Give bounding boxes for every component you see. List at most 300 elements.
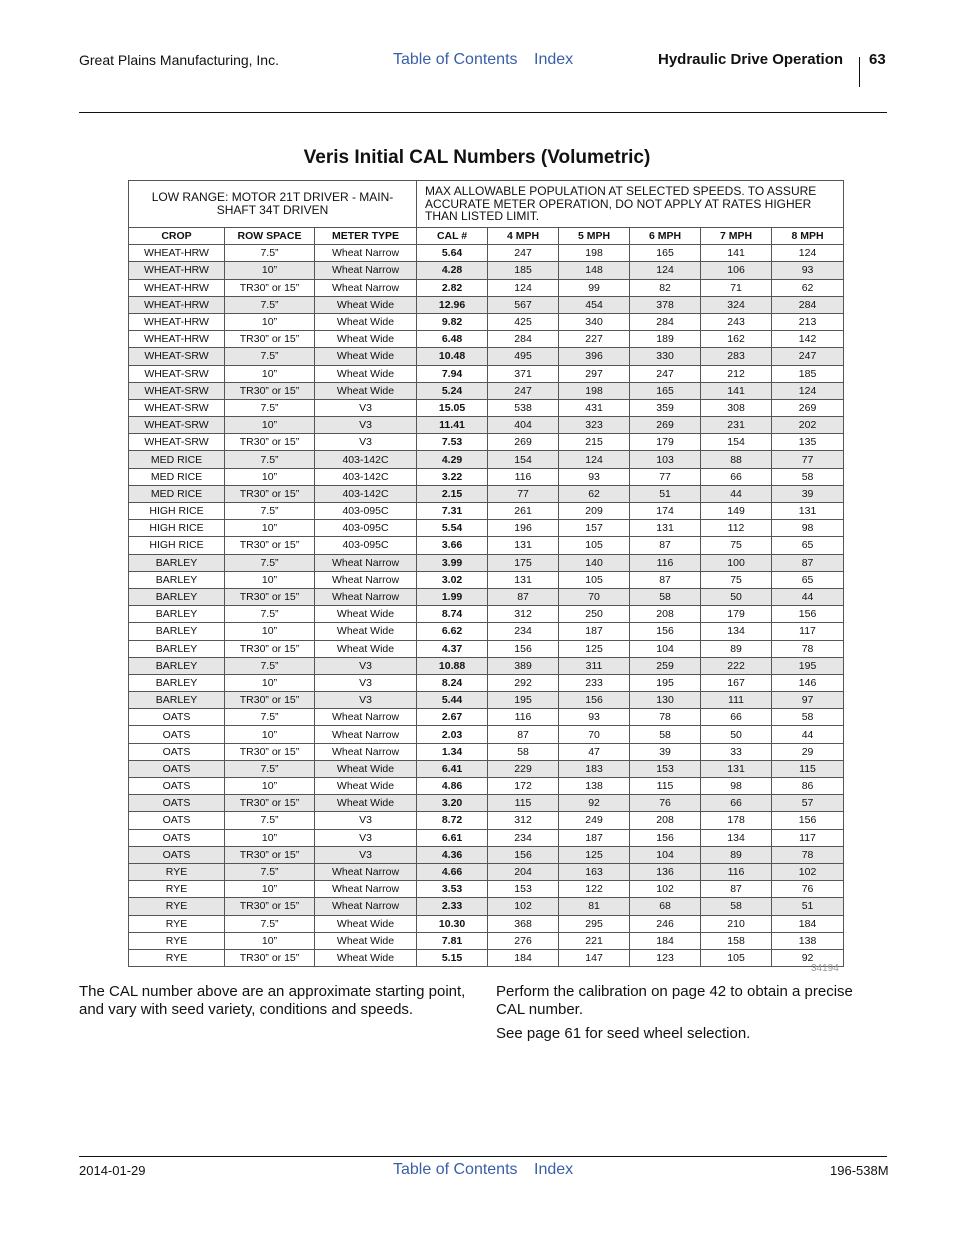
table-cell: 147 <box>559 949 630 966</box>
table-cell: 250 <box>559 606 630 623</box>
table-cell: 156 <box>488 846 559 863</box>
table-cell: 195 <box>630 674 701 691</box>
table-cell: 6.48 <box>417 331 488 348</box>
table-cell: 78 <box>772 846 844 863</box>
table-cell: 104 <box>630 846 701 863</box>
table-row <box>129 863 844 880</box>
table-cell: TR30” or 15” <box>225 640 315 657</box>
table-row <box>129 503 844 520</box>
table-cell: BARLEY <box>129 606 225 623</box>
table-cell: BARLEY <box>129 692 225 709</box>
table-cell: Wheat Wide <box>315 382 417 399</box>
table-cell: V3 <box>315 812 417 829</box>
table-cell: 7.53 <box>417 434 488 451</box>
table-cell: 156 <box>772 812 844 829</box>
table-cell: 269 <box>630 417 701 434</box>
table-row <box>129 399 844 416</box>
table-cell: WHEAT-HRW <box>129 313 225 330</box>
table-cell: 403-095C <box>315 537 417 554</box>
table-row <box>129 932 844 949</box>
table-cell: 227 <box>559 331 630 348</box>
table-cell: 403-095C <box>315 503 417 520</box>
table-cell: 195 <box>772 657 844 674</box>
table-cell: 111 <box>701 692 772 709</box>
table-row <box>129 279 844 296</box>
table-cell: V3 <box>315 657 417 674</box>
header-rule <box>79 112 887 113</box>
table-cell: 116 <box>488 468 559 485</box>
table-row <box>129 846 844 863</box>
table-cell: 130 <box>630 692 701 709</box>
table-row <box>129 812 844 829</box>
table-cell: 297 <box>559 365 630 382</box>
table-cell: 403-095C <box>315 520 417 537</box>
table-cell: 167 <box>701 674 772 691</box>
table-cell: 2.82 <box>417 279 488 296</box>
table-cell: 62 <box>559 485 630 502</box>
table-cell: 10” <box>225 571 315 588</box>
table-cell: 58 <box>488 743 559 760</box>
table-cell: OATS <box>129 709 225 726</box>
table-cell: 198 <box>559 382 630 399</box>
table-cell: 7.31 <box>417 503 488 520</box>
table-row <box>129 657 844 674</box>
table-cell: 247 <box>630 365 701 382</box>
table-cell: OATS <box>129 812 225 829</box>
table-cell: RYE <box>129 949 225 966</box>
table-cell: WHEAT-SRW <box>129 417 225 434</box>
table-cell: 2.03 <box>417 726 488 743</box>
table-cell: 138 <box>559 778 630 795</box>
table-cell: 87 <box>701 881 772 898</box>
table-cell: MED RICE <box>129 468 225 485</box>
table-cell: 44 <box>772 588 844 605</box>
table-cell: 175 <box>488 554 559 571</box>
table-cell: 7.5” <box>225 245 315 262</box>
table-cell: Wheat Wide <box>315 606 417 623</box>
table-cell: V3 <box>315 417 417 434</box>
table-cell: 163 <box>559 863 630 880</box>
table-cell: 77 <box>772 451 844 468</box>
table-top-header <box>129 181 844 228</box>
table-cell: Wheat Narrow <box>315 554 417 571</box>
table-cell: 7.5” <box>225 709 315 726</box>
table-cell: OATS <box>129 829 225 846</box>
table-cell: TR30” or 15” <box>225 537 315 554</box>
table-cell: 5.64 <box>417 245 488 262</box>
table-cell: 184 <box>772 915 844 932</box>
table-cell: 89 <box>701 846 772 863</box>
footer-rule <box>79 1156 887 1157</box>
footer-date: 2014-01-29 <box>79 1163 146 1178</box>
table-cell: 404 <box>488 417 559 434</box>
table-cell: 1.34 <box>417 743 488 760</box>
table-cell: 7.5” <box>225 915 315 932</box>
table-cell: 131 <box>701 760 772 777</box>
table-cell: 98 <box>772 520 844 537</box>
table-cell: TR30” or 15” <box>225 743 315 760</box>
header-divider <box>859 57 860 87</box>
table-cell: 76 <box>630 795 701 812</box>
table-cell: 4.86 <box>417 778 488 795</box>
table-cell: 495 <box>488 348 559 365</box>
table-cell: 131 <box>488 537 559 554</box>
table-cell: Wheat Narrow <box>315 262 417 279</box>
table-cell: 125 <box>559 846 630 863</box>
table-cell: 403-142C <box>315 485 417 502</box>
table-cell: V3 <box>315 846 417 863</box>
table-cell: 187 <box>559 829 630 846</box>
table-cell: RYE <box>129 898 225 915</box>
table-cell: 165 <box>630 382 701 399</box>
table-cell: 82 <box>630 279 701 296</box>
table-cell: 39 <box>772 485 844 502</box>
table-cell: 10” <box>225 365 315 382</box>
table-cell: 396 <box>559 348 630 365</box>
table-cell: 88 <box>701 451 772 468</box>
table-cell: 215 <box>559 434 630 451</box>
table-cell: 115 <box>488 795 559 812</box>
table-cell: 196 <box>488 520 559 537</box>
table-cell: Wheat Wide <box>315 640 417 657</box>
table-cell: 2.33 <box>417 898 488 915</box>
table-cell: 106 <box>701 262 772 279</box>
table-cell: 10” <box>225 623 315 640</box>
table-cell: Wheat Wide <box>315 296 417 313</box>
table-cell: 157 <box>559 520 630 537</box>
table-row <box>129 726 844 743</box>
table-cell: 11.41 <box>417 417 488 434</box>
table-cell: Wheat Wide <box>315 932 417 949</box>
table-cell: 10.30 <box>417 915 488 932</box>
table-cell: 87 <box>630 537 701 554</box>
table-cell: 75 <box>701 571 772 588</box>
table-cell: 213 <box>772 313 844 330</box>
table-cell: 308 <box>701 399 772 416</box>
table-cell: BARLEY <box>129 640 225 657</box>
table-cell: 117 <box>772 623 844 640</box>
table-cell: 323 <box>559 417 630 434</box>
table-cell: 185 <box>488 262 559 279</box>
table-cell: 92 <box>559 795 630 812</box>
table-cell: 204 <box>488 863 559 880</box>
table-cell: 2.15 <box>417 485 488 502</box>
table-cell: 3.22 <box>417 468 488 485</box>
table-cell: WHEAT-SRW <box>129 399 225 416</box>
table-cell: WHEAT-HRW <box>129 279 225 296</box>
table-cell: 156 <box>772 606 844 623</box>
table-cell: HIGH RICE <box>129 503 225 520</box>
table-cell: 102 <box>488 898 559 915</box>
table-cell: Wheat Wide <box>315 795 417 812</box>
table-cell: 233 <box>559 674 630 691</box>
table-cell: 184 <box>630 932 701 949</box>
page-number: 63 <box>869 51 886 68</box>
table-row <box>129 382 844 399</box>
table-cell: 7.5” <box>225 296 315 313</box>
table-cell: 425 <box>488 313 559 330</box>
table-cell: OATS <box>129 726 225 743</box>
table-cell: RYE <box>129 915 225 932</box>
table-cell: 81 <box>559 898 630 915</box>
column-header: CAL # <box>417 228 488 245</box>
table-cell: 134 <box>701 623 772 640</box>
table-cell: Wheat Narrow <box>315 571 417 588</box>
table-row <box>129 588 844 605</box>
table-row <box>129 537 844 554</box>
table-row <box>129 778 844 795</box>
table-cell: 209 <box>559 503 630 520</box>
header-index-link[interactable]: Index <box>534 51 574 68</box>
table-cell: WHEAT-SRW <box>129 348 225 365</box>
table-cell: 538 <box>488 399 559 416</box>
table-cell: 234 <box>488 623 559 640</box>
table-cell: TR30” or 15” <box>225 846 315 863</box>
table-cell: 7.5” <box>225 348 315 365</box>
table-cell: 93 <box>772 262 844 279</box>
table-cell: 10” <box>225 932 315 949</box>
table-cell: 292 <box>488 674 559 691</box>
table-cell: 10.88 <box>417 657 488 674</box>
table-cell: 65 <box>772 537 844 554</box>
table-cell: TR30” or 15” <box>225 588 315 605</box>
table-cell: V3 <box>315 399 417 416</box>
table-cell: 5.24 <box>417 382 488 399</box>
table-cell: 89 <box>701 640 772 657</box>
table-cell: 154 <box>488 451 559 468</box>
table-cell: 102 <box>630 881 701 898</box>
table-cell: 112 <box>701 520 772 537</box>
table-cell: 185 <box>772 365 844 382</box>
table-cell: 87 <box>772 554 844 571</box>
table-cell: 93 <box>559 468 630 485</box>
calibration-note: Perform the calibration on page 42 to obtain a precise CAL number. <box>496 983 853 1018</box>
table-cell: 6.41 <box>417 760 488 777</box>
table-cell: 1.99 <box>417 588 488 605</box>
table-cell: 39 <box>630 743 701 760</box>
table-cell: 5.54 <box>417 520 488 537</box>
table-cell: Wheat Wide <box>315 623 417 640</box>
table-cell: 183 <box>559 760 630 777</box>
column-header: CROP <box>129 228 225 245</box>
table-cell: 44 <box>701 485 772 502</box>
table-cell: 10” <box>225 674 315 691</box>
footer-index-link[interactable]: Index <box>534 1161 574 1178</box>
table-cell: 149 <box>701 503 772 520</box>
table-cell: 125 <box>559 640 630 657</box>
table-cell: 65 <box>772 571 844 588</box>
table-cell: 162 <box>701 331 772 348</box>
table-cell: WHEAT-HRW <box>129 245 225 262</box>
table-row <box>129 434 844 451</box>
table-cell: 221 <box>559 932 630 949</box>
table-cell: 249 <box>559 812 630 829</box>
table-cell: 284 <box>772 296 844 313</box>
table-cell: 4.36 <box>417 846 488 863</box>
table-cell: 142 <box>772 331 844 348</box>
table-row <box>129 296 844 313</box>
table-cell: 261 <box>488 503 559 520</box>
table-cell: 10” <box>225 313 315 330</box>
table-cell: 3.20 <box>417 795 488 812</box>
table-cell: 124 <box>488 279 559 296</box>
column-header: 4 MPH <box>488 228 559 245</box>
table-cell: 124 <box>772 245 844 262</box>
table-cell: 98 <box>701 778 772 795</box>
table-cell: 153 <box>488 881 559 898</box>
table-cell: WHEAT-SRW <box>129 365 225 382</box>
table-cell: 76 <box>772 881 844 898</box>
table-cell: Wheat Narrow <box>315 863 417 880</box>
table-cell: 4.66 <box>417 863 488 880</box>
table-cell: 210 <box>701 915 772 932</box>
table-cell: 269 <box>772 399 844 416</box>
table-cell: 156 <box>630 829 701 846</box>
table-cell: 134 <box>701 829 772 846</box>
table-cell: 92 <box>772 949 844 966</box>
table-cell: V3 <box>315 692 417 709</box>
table-cell: WHEAT-HRW <box>129 296 225 313</box>
table-row <box>129 640 844 657</box>
table-cell: 195 <box>488 692 559 709</box>
table-cell: 105 <box>559 571 630 588</box>
table-cell: 208 <box>630 606 701 623</box>
table-cell: 124 <box>630 262 701 279</box>
table-row <box>129 554 844 571</box>
table-cell: Wheat Wide <box>315 778 417 795</box>
table-row <box>129 881 844 898</box>
table-cell: 7.5” <box>225 503 315 520</box>
table-row <box>129 313 844 330</box>
company-name: Great Plains Manufacturing, Inc. <box>79 52 279 68</box>
table-cell: 189 <box>630 331 701 348</box>
header-toc-link[interactable]: Table of Contents <box>393 51 518 68</box>
table-cell: 283 <box>701 348 772 365</box>
table-cell: 284 <box>488 331 559 348</box>
table-cell: 8.72 <box>417 812 488 829</box>
table-cell: BARLEY <box>129 623 225 640</box>
table-cell: 311 <box>559 657 630 674</box>
column-header: ROW SPACE <box>225 228 315 245</box>
table-row <box>129 365 844 382</box>
table-cell: 179 <box>630 434 701 451</box>
table-cell: 12.96 <box>417 296 488 313</box>
table-cell: BARLEY <box>129 674 225 691</box>
table-cell: Wheat Narrow <box>315 881 417 898</box>
table-cell: 156 <box>488 640 559 657</box>
table-cell: 4.29 <box>417 451 488 468</box>
table-cell: V3 <box>315 434 417 451</box>
seed-wheel-note: See page 61 for seed wheel selection. <box>496 1025 751 1042</box>
column-header: 5 MPH <box>559 228 630 245</box>
table-row <box>129 451 844 468</box>
table-cell: 8.74 <box>417 606 488 623</box>
table-cell: 165 <box>630 245 701 262</box>
table-cell: 70 <box>559 588 630 605</box>
drive-ratio-note: LOW RANGE: MOTOR 21T DRIVER - MAIN-SHAFT 34T DRIVEN <box>129 181 417 228</box>
table-cell: 51 <box>630 485 701 502</box>
table-row <box>129 623 844 640</box>
table-cell: 184 <box>488 949 559 966</box>
table-cell: 141 <box>701 245 772 262</box>
table-cell: 7.5” <box>225 554 315 571</box>
table-cell: 454 <box>559 296 630 313</box>
table-cell: OATS <box>129 795 225 812</box>
table-cell: 29 <box>772 743 844 760</box>
table-cell: 135 <box>772 434 844 451</box>
table-cell: 158 <box>701 932 772 949</box>
table-cell: Wheat Narrow <box>315 279 417 296</box>
table-cell: 66 <box>701 795 772 812</box>
table-cell: 4.28 <box>417 262 488 279</box>
table-cell: 105 <box>559 537 630 554</box>
table-row <box>129 485 844 502</box>
column-header: METER TYPE <box>315 228 417 245</box>
table-cell: 431 <box>559 399 630 416</box>
table-cell: BARLEY <box>129 571 225 588</box>
table-cell: 4.37 <box>417 640 488 657</box>
page-title: Veris Initial CAL Numbers (Volumetric) <box>303 147 651 168</box>
table-cell: 100 <box>701 554 772 571</box>
table-cell: HIGH RICE <box>129 520 225 537</box>
table-cell: 276 <box>488 932 559 949</box>
table-cell: 58 <box>630 726 701 743</box>
table-row <box>129 520 844 537</box>
table-cell: 243 <box>701 313 772 330</box>
table-row <box>129 795 844 812</box>
table-cell: 50 <box>701 588 772 605</box>
table-cell: 202 <box>772 417 844 434</box>
table-cell: 247 <box>488 245 559 262</box>
table-cell: Wheat Wide <box>315 760 417 777</box>
table-cell: BARLEY <box>129 588 225 605</box>
table-row <box>129 709 844 726</box>
table-cell: BARLEY <box>129 657 225 674</box>
table-cell: 178 <box>701 812 772 829</box>
table-cell: 57 <box>772 795 844 812</box>
table-cell: 567 <box>488 296 559 313</box>
table-cell: 187 <box>559 623 630 640</box>
table-cell: 153 <box>630 760 701 777</box>
table-cell: TR30” or 15” <box>225 485 315 502</box>
footer-toc-link[interactable]: Table of Contents <box>393 1161 518 1178</box>
table-row <box>129 829 844 846</box>
table-cell: 7.81 <box>417 932 488 949</box>
table-row <box>129 468 844 485</box>
table-cell: 3.66 <box>417 537 488 554</box>
table-row <box>129 348 844 365</box>
table-cell: 8.24 <box>417 674 488 691</box>
table-cell: 102 <box>772 863 844 880</box>
table-cell: 156 <box>630 623 701 640</box>
table-cell: 66 <box>701 709 772 726</box>
table-cell: OATS <box>129 778 225 795</box>
table-cell: 68 <box>630 898 701 915</box>
table-cell: 284 <box>630 313 701 330</box>
table-row <box>129 915 844 932</box>
table-cell: Wheat Narrow <box>315 726 417 743</box>
table-cell: 156 <box>559 692 630 709</box>
table-cell: 10” <box>225 262 315 279</box>
table-cell: MED RICE <box>129 451 225 468</box>
table-cell: TR30” or 15” <box>225 434 315 451</box>
table-cell: 71 <box>701 279 772 296</box>
table-cell: 10” <box>225 417 315 434</box>
table-cell: 115 <box>772 760 844 777</box>
table-cell: 234 <box>488 829 559 846</box>
table-cell: 312 <box>488 606 559 623</box>
table-cell: 141 <box>701 382 772 399</box>
